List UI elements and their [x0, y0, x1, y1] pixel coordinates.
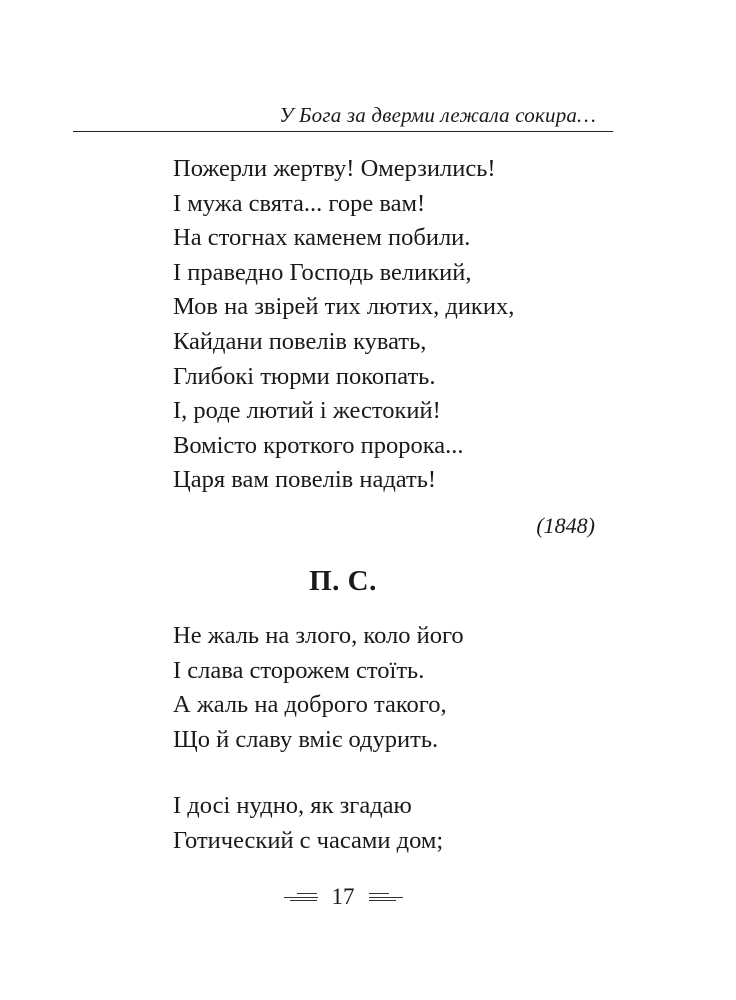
left-ornament-icon: [284, 890, 318, 904]
stanza-2: [173, 619, 464, 757]
running-head: У Бога за дверми лежала сокира…: [279, 103, 596, 127]
verse-line: Царя вам повелів надать!: [173, 466, 437, 494]
verse-line: Кайдани повелів кувать,: [173, 327, 427, 355]
header-rule: [73, 131, 613, 132]
verse-line: Не жаль на злого, коло його: [173, 622, 464, 649]
verse-line: І слава сторожем стоїть.: [173, 656, 425, 684]
poem-title: П. С.: [309, 565, 377, 597]
verse-line: І праведно Господь великий,: [173, 258, 472, 286]
stanza-3: [173, 789, 443, 858]
verse-line: Що й славу вміє одурить.: [173, 725, 439, 753]
verse-line: І, роде лютий і жестокий!: [173, 397, 441, 425]
verse-line: Готический с часами дом;: [173, 826, 444, 854]
verse-line: І досі нудно, як згадаю: [173, 792, 412, 819]
stanza-1: [173, 152, 514, 498]
page-footer: [0, 884, 686, 910]
verse-line: І мужа свята... горе вам!: [173, 189, 426, 217]
poem-date: (1848): [536, 513, 595, 538]
verse-line: Пожерли жертву! Омерзились!: [173, 155, 496, 182]
verse-line: Вомісто кроткого пророка...: [173, 431, 464, 459]
right-ornament-icon: [369, 890, 403, 904]
verse-line: Мов на звірей тих лютих, диких,: [173, 293, 515, 321]
verse-line: А жаль на доброго такого,: [173, 691, 447, 719]
page-number: 17: [331, 884, 355, 909]
verse-line: Глибокі тюрми покопать.: [173, 362, 436, 390]
verse-line: На стогнах каменем побили.: [173, 224, 471, 252]
